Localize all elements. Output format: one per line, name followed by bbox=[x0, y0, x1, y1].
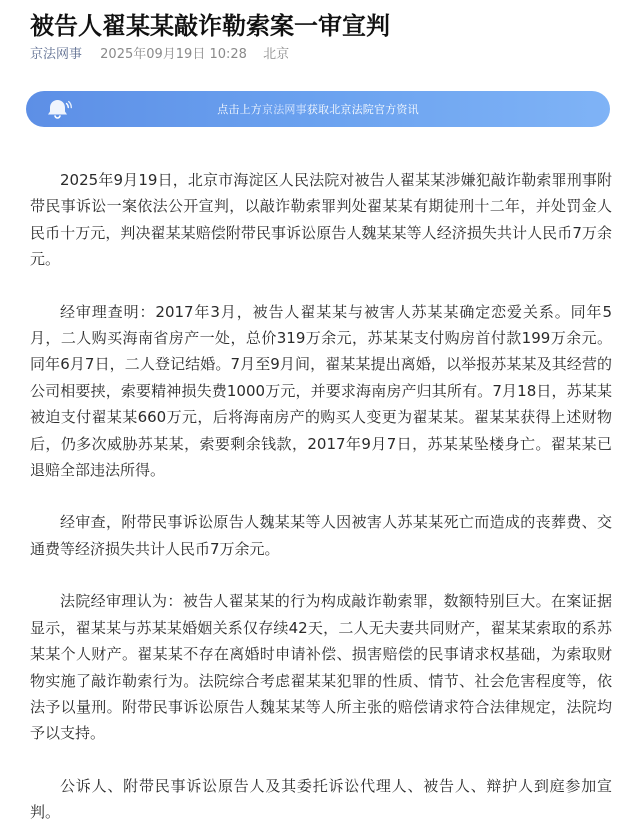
article-body bbox=[30, 167, 612, 826]
follow-banner[interactable] bbox=[26, 91, 610, 127]
article-paragraph: 公诉人、附带民事诉讼原告人及其委托诉讼代理人、被告人、辩护人到庭参加宣判。 bbox=[30, 776, 612, 822]
publish-datetime: 2025年09月19日 10:28 bbox=[100, 47, 247, 62]
banner-text bbox=[217, 101, 419, 117]
article-paragraph: 法院经审理认为：被告人翟某某的行为构成敲诈勒索罪，数额特别巨大。在案证据显示，翟某某与苏某某婚姻关系仅存续42天，二人无夫妻共同财产，翟某某索取的系苏某某个人财产。翟某某不存在离婚时申请补偿、损害赔偿的民事请求权基础，为索取财物实施了敲诈勒索行为。法院综合考虑翟某某犯罪的性质、情节、社会危害程度等，依法予以量刑。附带民事诉讼原告人魏某某等人所主张的赔偿请求符合法律规定，法院均予以支持。 bbox=[30, 592, 612, 743]
article-paragraph: 经审查，附带民事诉讼原告人魏某某等人因被害人苏某某死亡而造成的丧葬费、交通费等经济损失共计人民币7万余元。 bbox=[30, 513, 612, 558]
banner-prefix: 点击上方 bbox=[217, 103, 262, 116]
banner-highlight[interactable]: 京法网事 bbox=[262, 103, 307, 116]
source-link[interactable]: 京法网事 bbox=[30, 47, 83, 62]
article-paragraph: 经审理查明：2017年3月，被告人翟某某与被害人苏某某确定恋爱关系。同年5月，二人购买海南省房产一处，总价319万余元，苏某某支付购房首付款199万余元。同年6月7日，二人登记结婚。7月至9月间，翟某某提出离婚，以举报苏某某及其经营的公司相要挟，索要精神损失费1000万元，并要求海南房产归其所有。7月18日，苏某某被迫支付翟某某660万元，后将海南房产的购买人变更为翟某某。翟某某获得上述财物后，仍多次威胁苏某某，索要剩余钱款，2017年9月7日，苏某某坠楼身亡。翟某某已退赔全部违法所得。 bbox=[30, 302, 612, 480]
article-title: 被告人翟某某敲诈勒索案一审宣判 bbox=[30, 12, 390, 40]
article-paragraph: 2025年9月19日，北京市海淀区人民法院对被告人翟某某涉嫌犯敲诈勒索罪刑事附带民事诉讼一案依法公开宣判，以敲诈勒索罪判处翟某某有期徒刑十二年，并处罚金人民币十万元，判决翟某某赔偿附带民事诉讼原告人魏某某等人经济损失共计人民币7万余元。 bbox=[30, 171, 612, 269]
article-meta bbox=[30, 47, 289, 63]
publish-location: 北京 bbox=[263, 47, 290, 62]
speaker-bell-icon bbox=[44, 95, 72, 123]
banner-suffix: 获取北京法院官方资讯 bbox=[306, 103, 419, 116]
